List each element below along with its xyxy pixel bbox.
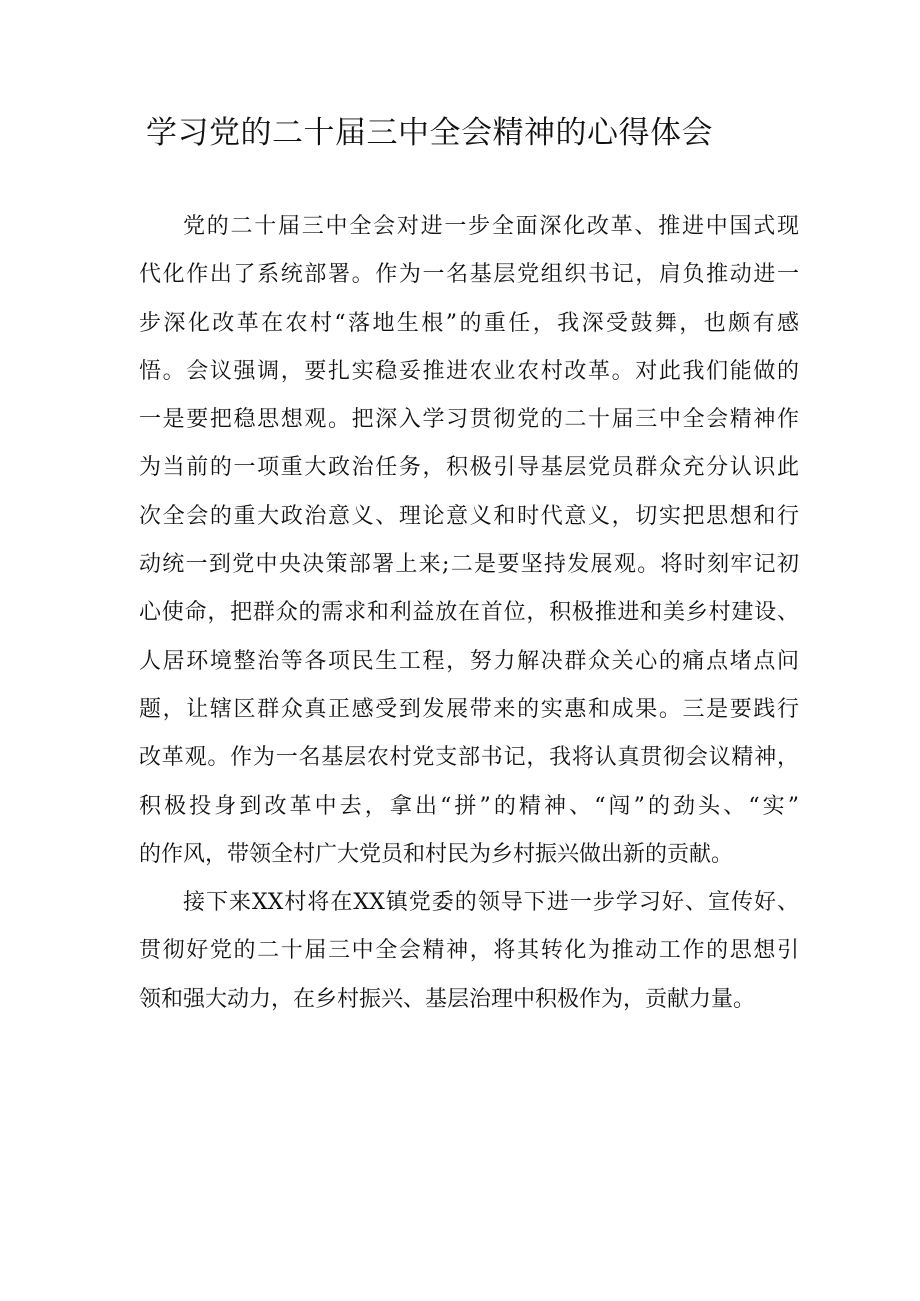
paragraph-1-line: 动统一到党中央决策部署上来;二是要坚持发展观。将时刻牢记初 bbox=[139, 552, 799, 578]
paragraph-1-line: 改革观。作为一名基层农村党支部书记，我将认真贯彻会议精神， bbox=[139, 745, 799, 771]
paragraph-1-line: 步深化改革在农村“落地生根”的重任，我深受鼓舞，也颇有感 bbox=[139, 310, 799, 336]
paragraph-2-line: 接下来XX村将在XX镇党委的领导下进一步学习好、宣传好、 bbox=[183, 890, 799, 916]
paragraph-2-line: 领和强大动力，在乡村振兴、基层治理中积极作为，贡献力量。 bbox=[139, 986, 756, 1012]
paragraph-2-line: 贯彻好党的二十届三中全会精神，将其转化为推动工作的思想引 bbox=[139, 938, 799, 964]
paragraph-1-line: 代化作出了系统部署。作为一名基层党组织书记，肩负推动进一 bbox=[139, 262, 799, 288]
document-title: 学习党的二十届三中全会精神的心得体会 bbox=[146, 115, 713, 151]
document-body bbox=[139, 203, 799, 1024]
paragraph-1-line: 次全会的重大政治意义、理论意义和时代意义，切实把思想和行 bbox=[139, 503, 799, 529]
paragraph-1-line: 心使命，把群众的需求和利益放在首位，积极推进和美乡村建设、 bbox=[139, 600, 799, 626]
paragraph-1-line: 党的二十届三中全会对进一步全面深化改革、推进中国式现 bbox=[183, 214, 799, 239]
paragraph-1-line: 人居环境整治等各项民生工程，努力解决群众关心的痛点堵点问 bbox=[139, 648, 799, 674]
paragraph-1-line: 题，让辖区群众真正感受到发展带来的实惠和成果。三是要践行 bbox=[139, 696, 799, 722]
paragraph-1-line: 积极投身到改革中去，拿出“拼”的精神、“闯”的劲头、“实” bbox=[139, 793, 799, 819]
paragraph-1-line: 一是要把稳思想观。把深入学习贯彻党的二十届三中全会精神作 bbox=[139, 407, 799, 433]
paragraph-1-line: 的作风，带领全村广大党员和村民为乡村振兴做出新的贡献。 bbox=[139, 841, 734, 867]
paragraph-1-line: 为当前的一项重大政治任务，积极引导基层党员群众充分认识此 bbox=[139, 455, 799, 481]
paragraph-1-line: 悟。会议强调，要扎实稳妥推进农业农村改革。对此我们能做的 bbox=[139, 358, 799, 384]
